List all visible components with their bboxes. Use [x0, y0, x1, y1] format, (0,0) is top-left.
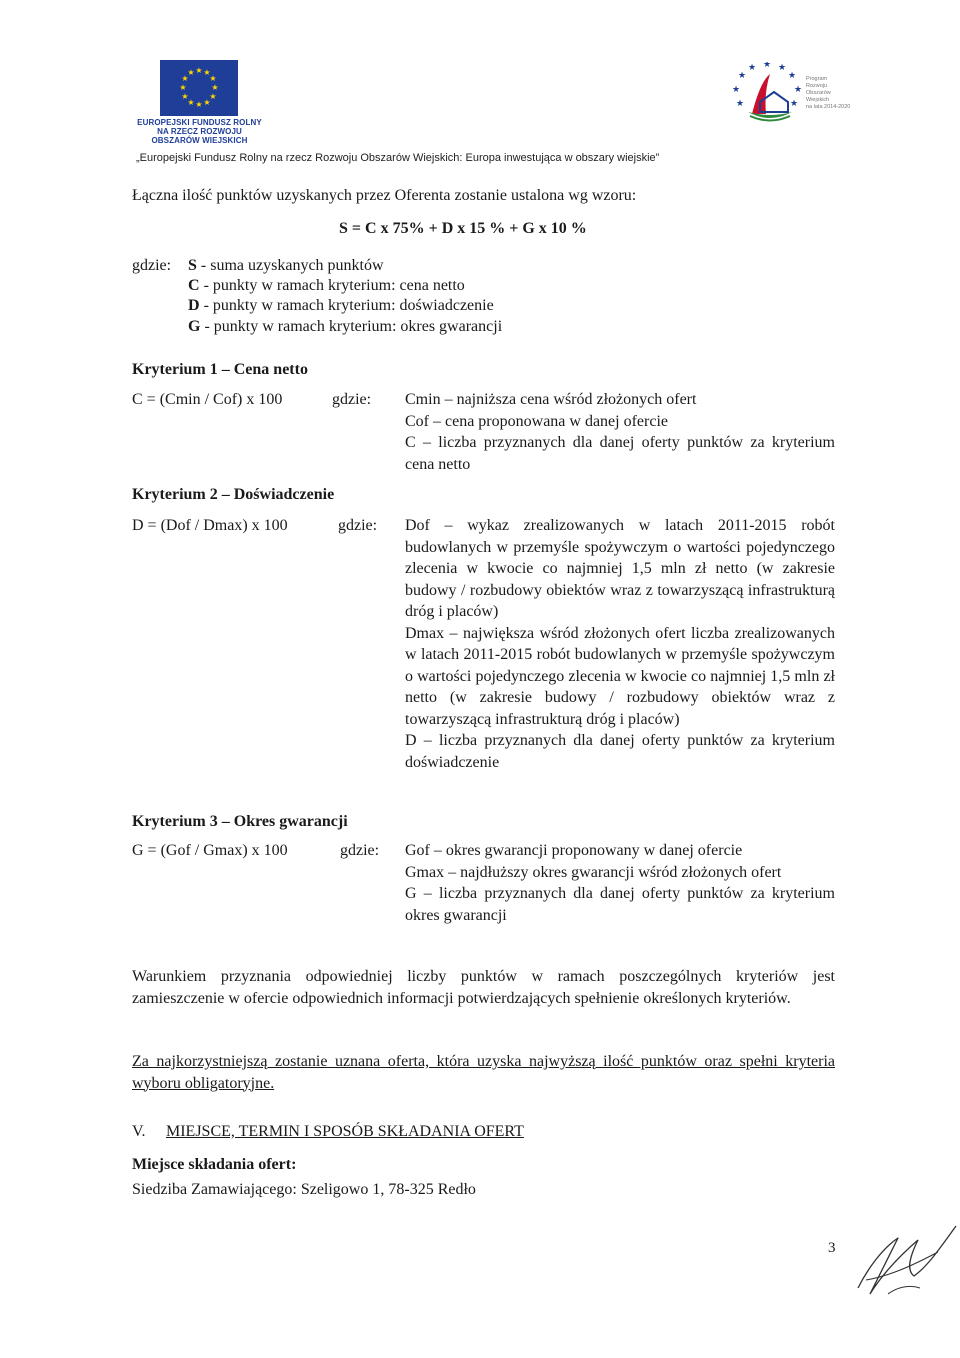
svg-text:★: ★ [195, 66, 203, 75]
criterion-2-where: gdzie: [338, 517, 378, 534]
svg-text:★: ★ [209, 74, 217, 83]
main-formula: S = C x 75% + D x 15 % + G x 10 % [339, 220, 587, 237]
prow-logo-text: Program Rozwoju Obszarów Wiejskich na lata 2014-2020 [806, 76, 851, 110]
svg-text:★: ★ [209, 92, 217, 101]
svg-text:★: ★ [203, 98, 211, 107]
legend-prefix: gdzie: [132, 257, 172, 274]
place-text: Siedziba Zamawiającego: Szeligowo 1, 78-325 Redło [132, 1181, 476, 1198]
svg-text:★: ★ [187, 68, 195, 77]
signature-image [848, 1218, 960, 1304]
criterion-2-heading: Kryterium 2 – Doświadczenie [132, 486, 335, 503]
description-item: Gmax – najdłuższy okres gwarancji wśród złożonych ofert [405, 863, 782, 881]
description-item: C – liczba przyznanych dla danej oferty punktów za kryterium cena netto [405, 434, 835, 473]
svg-text:★: ★ [777, 63, 787, 73]
criterion-1-descriptions [405, 389, 835, 475]
legend-item-s: S - suma uzyskanych punktów [188, 257, 384, 274]
legend-item-d: D - punkty w ramach kryterium: doświadczenie [188, 297, 494, 314]
eu-flag-logo [160, 60, 238, 116]
place-heading: Miejsce składania ofert: [132, 1156, 297, 1173]
criterion-3-descriptions [405, 840, 835, 926]
description-item: Gof – okres gwarancji proponowany w danej ofercie [405, 842, 743, 859]
svg-text:★: ★ [762, 62, 772, 70]
legend-item-g: G - punkty w ramach kryterium: okres gwarancji [188, 318, 503, 335]
description-item: G – liczba przyznanych dla danej oferty punktów za kryterium okres gwarancji [405, 885, 835, 924]
svg-text:★: ★ [735, 99, 745, 109]
description-item: Cmin – najniższa cena wśród złożonych ofert [405, 391, 697, 408]
svg-text:★: ★ [187, 98, 195, 107]
description-item: Cof – cena proponowana w danej ofercie [405, 412, 668, 430]
section-title: MIEJSCE, TERMIN I SPOSÓB SKŁADANIA OFERT [166, 1123, 524, 1140]
eu-logo-text: EUROPEJSKI FUNDUSZ ROLNY NA RZECZ ROZWOJU OBSZARÓW WIEJSKICH [137, 118, 262, 145]
svg-text:★: ★ [747, 63, 757, 73]
section-number: V. [132, 1123, 146, 1140]
svg-text:★: ★ [787, 71, 797, 81]
legend-item-c: C - punkty w ramach kryterium: cena netto [188, 277, 465, 294]
criterion-3-where: gdzie: [340, 842, 380, 859]
description-item: D – liczba przyznanych dla danej oferty punktów za kryterium doświadczenie [405, 732, 835, 771]
criterion-1-formula: C = (Cmin / Cof) x 100 [132, 391, 283, 408]
criterion-2-formula: D = (Dof / Dmax) x 100 [132, 517, 288, 534]
best-offer-paragraph: Za najkorzystniejszą zostanie uznana oferta, która uzyska najwyższą ilość punktów oraz spełni kryteria wyboru obligatoryjne. [132, 1053, 835, 1092]
prow-logo [730, 62, 805, 124]
svg-text:★: ★ [731, 85, 741, 95]
intro-text: Łączna ilość punktów uzyskanych przez Oferenta zostanie ustalona wg wzoru: [132, 187, 637, 204]
criterion-3-heading: Kryterium 3 – Okres gwarancji [132, 813, 348, 830]
criterion-1-heading: Kryterium 1 – Cena netto [132, 361, 308, 378]
svg-text:★: ★ [793, 85, 803, 95]
description-item: Dmax – największa wśród złożonych ofert liczba zrealizowanych w latach 2011-2015 robót budowlanych w przemyśle spożywczym o wartości pojedynczego zlecenia w kwocie co najmniej 1,5 mln zł netto (w zakresie budowy / rozbudowy obiektów wraz z towarzyszącą infrastrukturą dróg i placów) [405, 624, 835, 728]
svg-text:★: ★ [737, 71, 747, 81]
condition-paragraph: Warunkiem przyznania odpowiedniej liczby punktów w ramach poszczególnych kryteriów jest zamieszczenie w ofercie odpowiednich informacji potwierdzających spełnienie określonych kryteriów. [132, 968, 835, 1007]
svg-text:★: ★ [181, 74, 189, 83]
svg-text:★: ★ [195, 100, 203, 109]
description-item: Dof – wykaz zrealizowanych w latach 2011-2015 robót budowlanych w przemyśle spożywczym o wartości pojedynczego zlecenia w kwocie co najmniej 1,5 mln zł netto (w zakresie budowy / rozbudowy obiektów wraz z towarzyszącą infrastrukturą dróg i placów) [405, 517, 835, 620]
svg-text:★: ★ [203, 68, 211, 77]
svg-text:★: ★ [789, 99, 799, 109]
criterion-3-formula: G = (Gof / Gmax) x 100 [132, 842, 288, 859]
header-tagline: „Europejski Fundusz Rolny na rzecz Rozwoju Obszarów Wiejskich: Europa inwestująca w obszary wiejskie” [136, 152, 660, 164]
page-number: 3 [828, 1240, 836, 1256]
svg-text:★: ★ [181, 92, 189, 101]
criterion-2-descriptions [405, 515, 835, 773]
svg-text:★: ★ [211, 83, 219, 92]
svg-text:★: ★ [179, 83, 187, 92]
criterion-1-where: gdzie: [332, 391, 372, 408]
